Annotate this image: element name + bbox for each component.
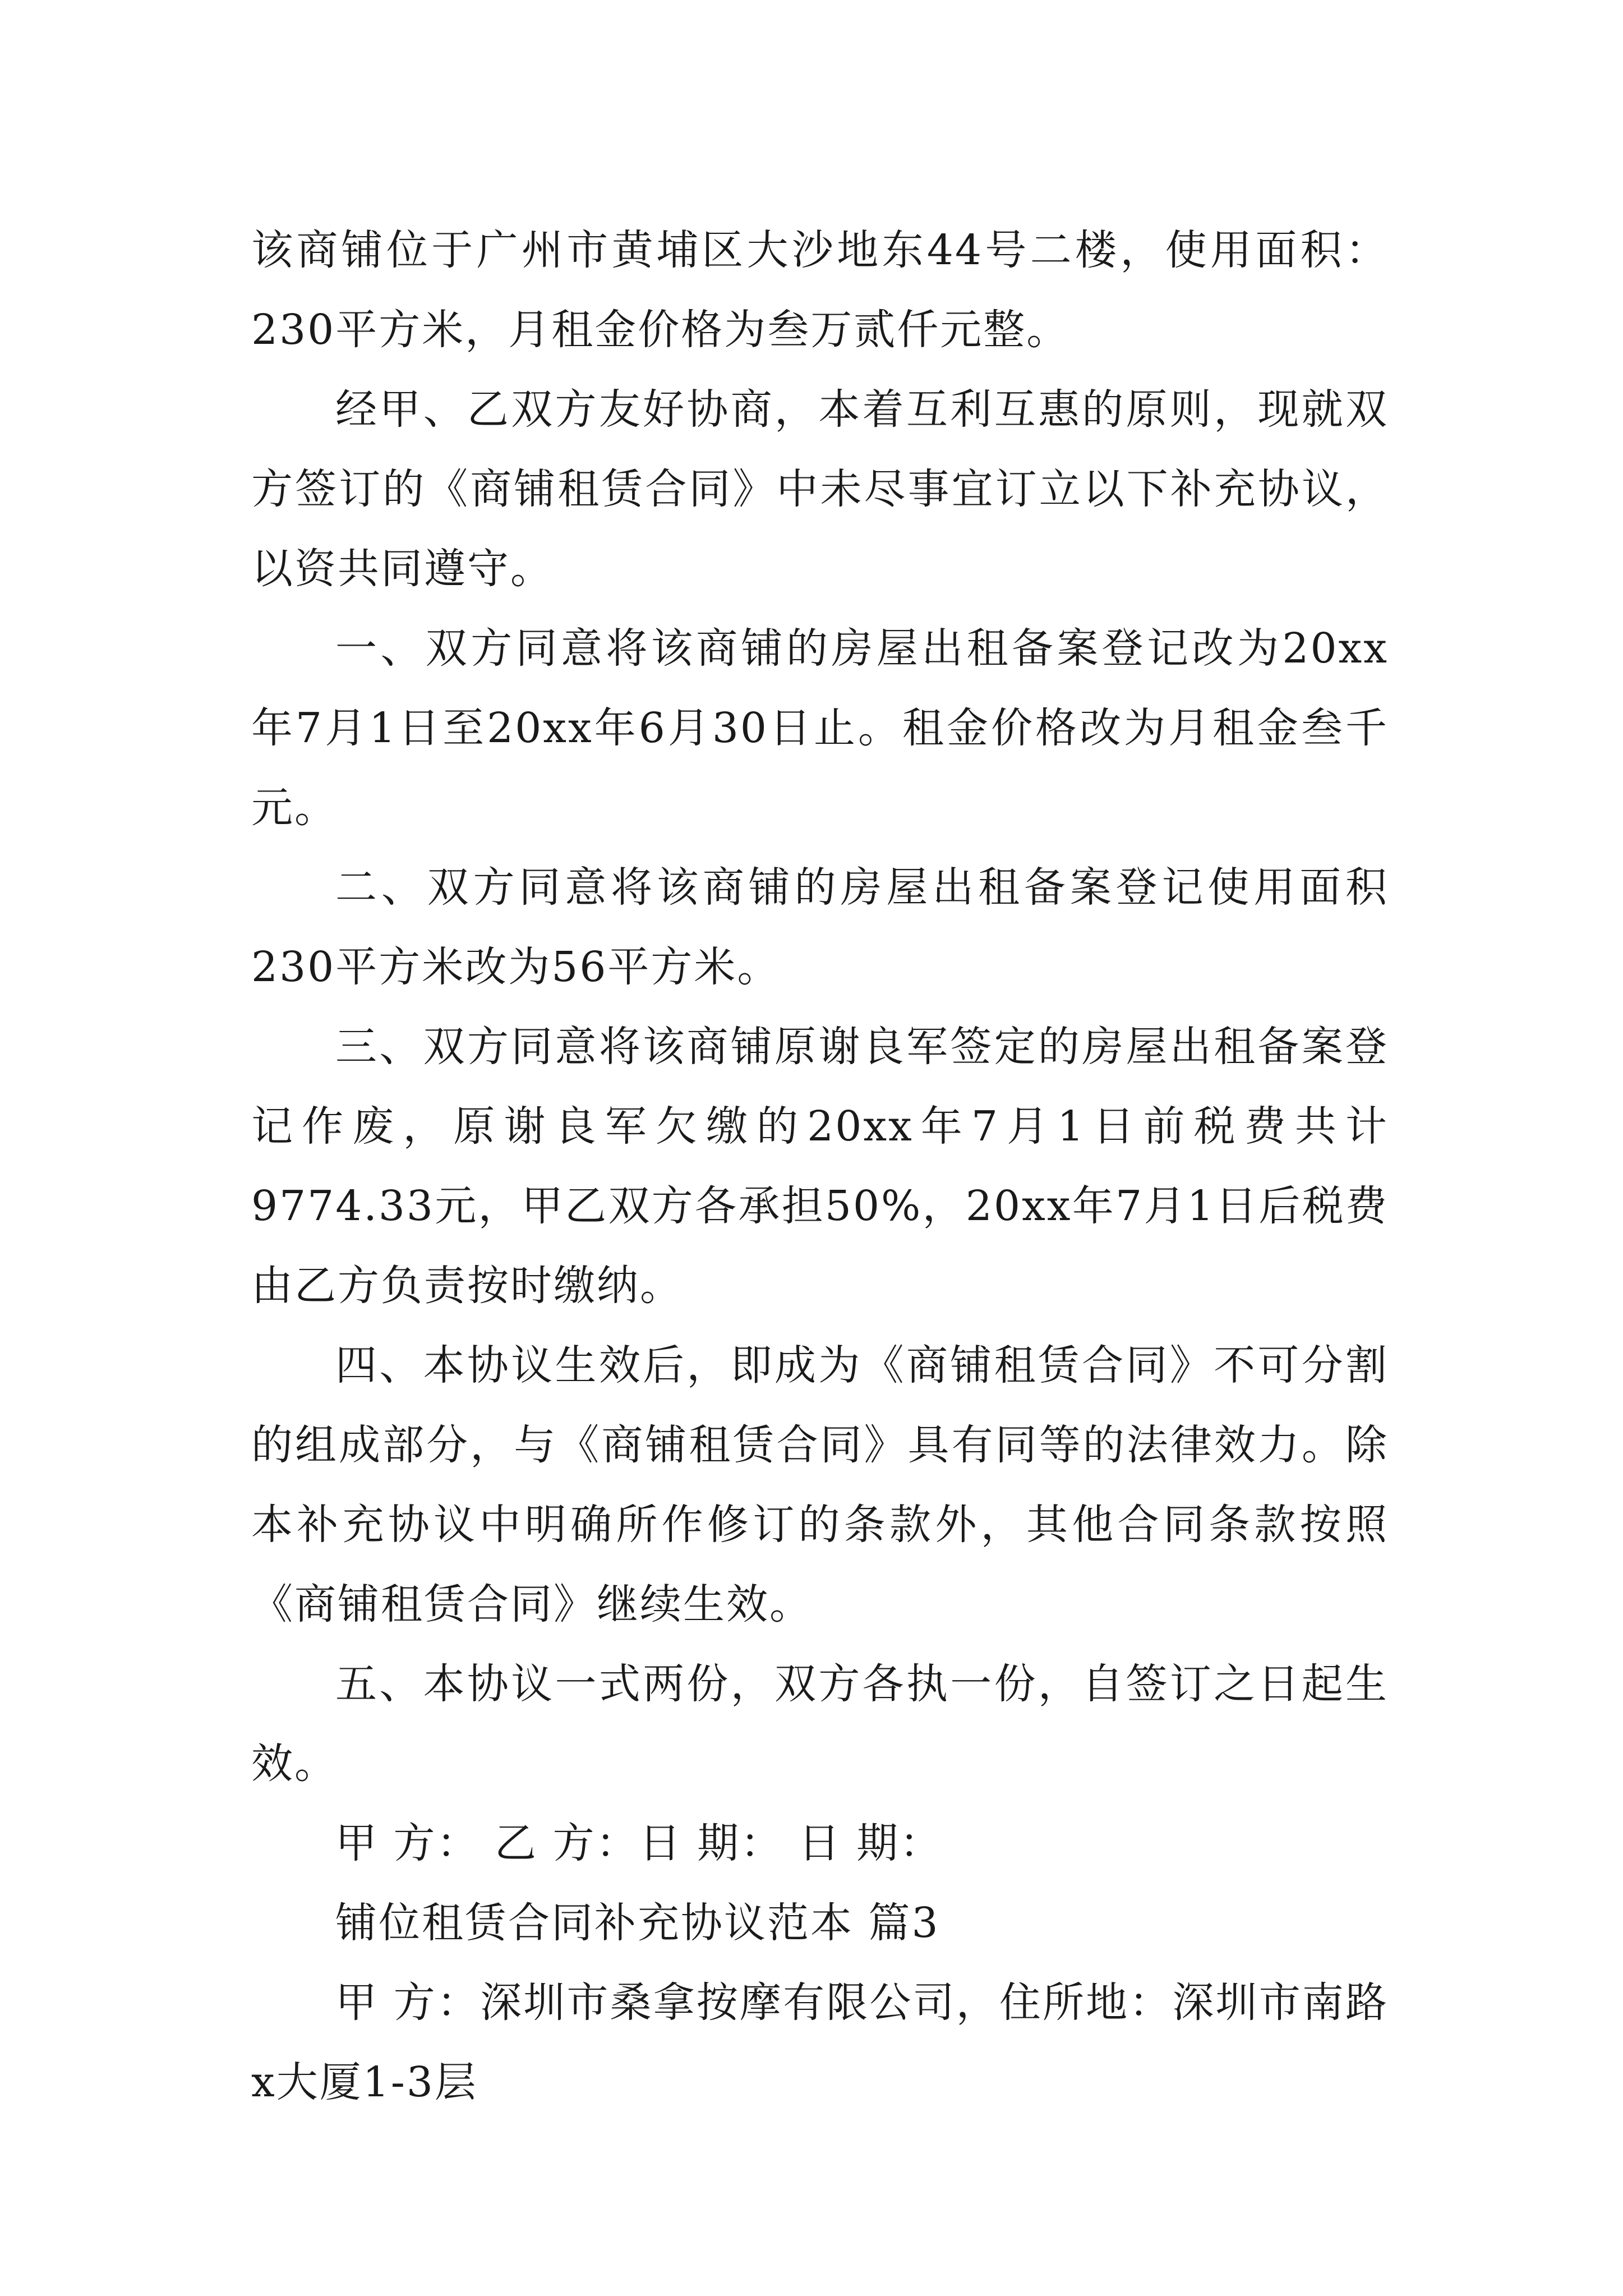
document-body [251,210,1389,2122]
paragraph-clause-1: 一、双方同意将该商铺的房屋出租备案登记改为20xx年7月1日至20xx年6月30日止。租金价格改为月租金叁千元。 [251,624,1389,832]
paragraph-preamble: 经甲、乙双方友好协商，本着互利互惠的原则，现就双方签订的《商铺租赁合同》中未尽事宜订立以下补充协议，以资共同遵守。 [251,385,1389,593]
paragraph-clause-5: 五、本协议一式两份，双方各执一份，自签订之日起生效。 [251,1660,1389,1788]
paragraph-clause-3: 三、双方同意将该商铺原谢良军签定的房屋出租备案登记作废，原谢良军欠缴的20xx年7月1日前税费共计9774.33元，甲乙双方各承担50%，20xx年7月1日后税费由乙方负责按时缴纳。 [251,1023,1389,1310]
section-heading: 铺位租赁合同补充协议范本 篇3 [335,1899,940,1947]
signature-line: 甲 方： 乙 方：日 期： 日 期： [335,1819,943,1867]
paragraph-shop-location: 该商铺位于广州市黄埔区大沙地东44号二楼，使用面积：230平方米，月租金价格为叁万贰仟元整。 [251,226,1389,354]
party-a-line: 甲 方：深圳市桑拿按摩有限公司，住所地：深圳市南路x大厦1-3层 [251,1978,1389,2106]
paragraph-clause-2: 二、双方同意将该商铺的房屋出租备案登记使用面积230平方米改为56平方米。 [251,863,1389,991]
paragraph-clause-4: 四、本协议生效后，即成为《商铺租赁合同》不可分割的组成部分，与《商铺租赁合同》具有同等的法律效力。除本补充协议中明确所作修订的条款外，其他合同条款按照《商铺租赁合同》继续生效。 [251,1341,1389,1628]
